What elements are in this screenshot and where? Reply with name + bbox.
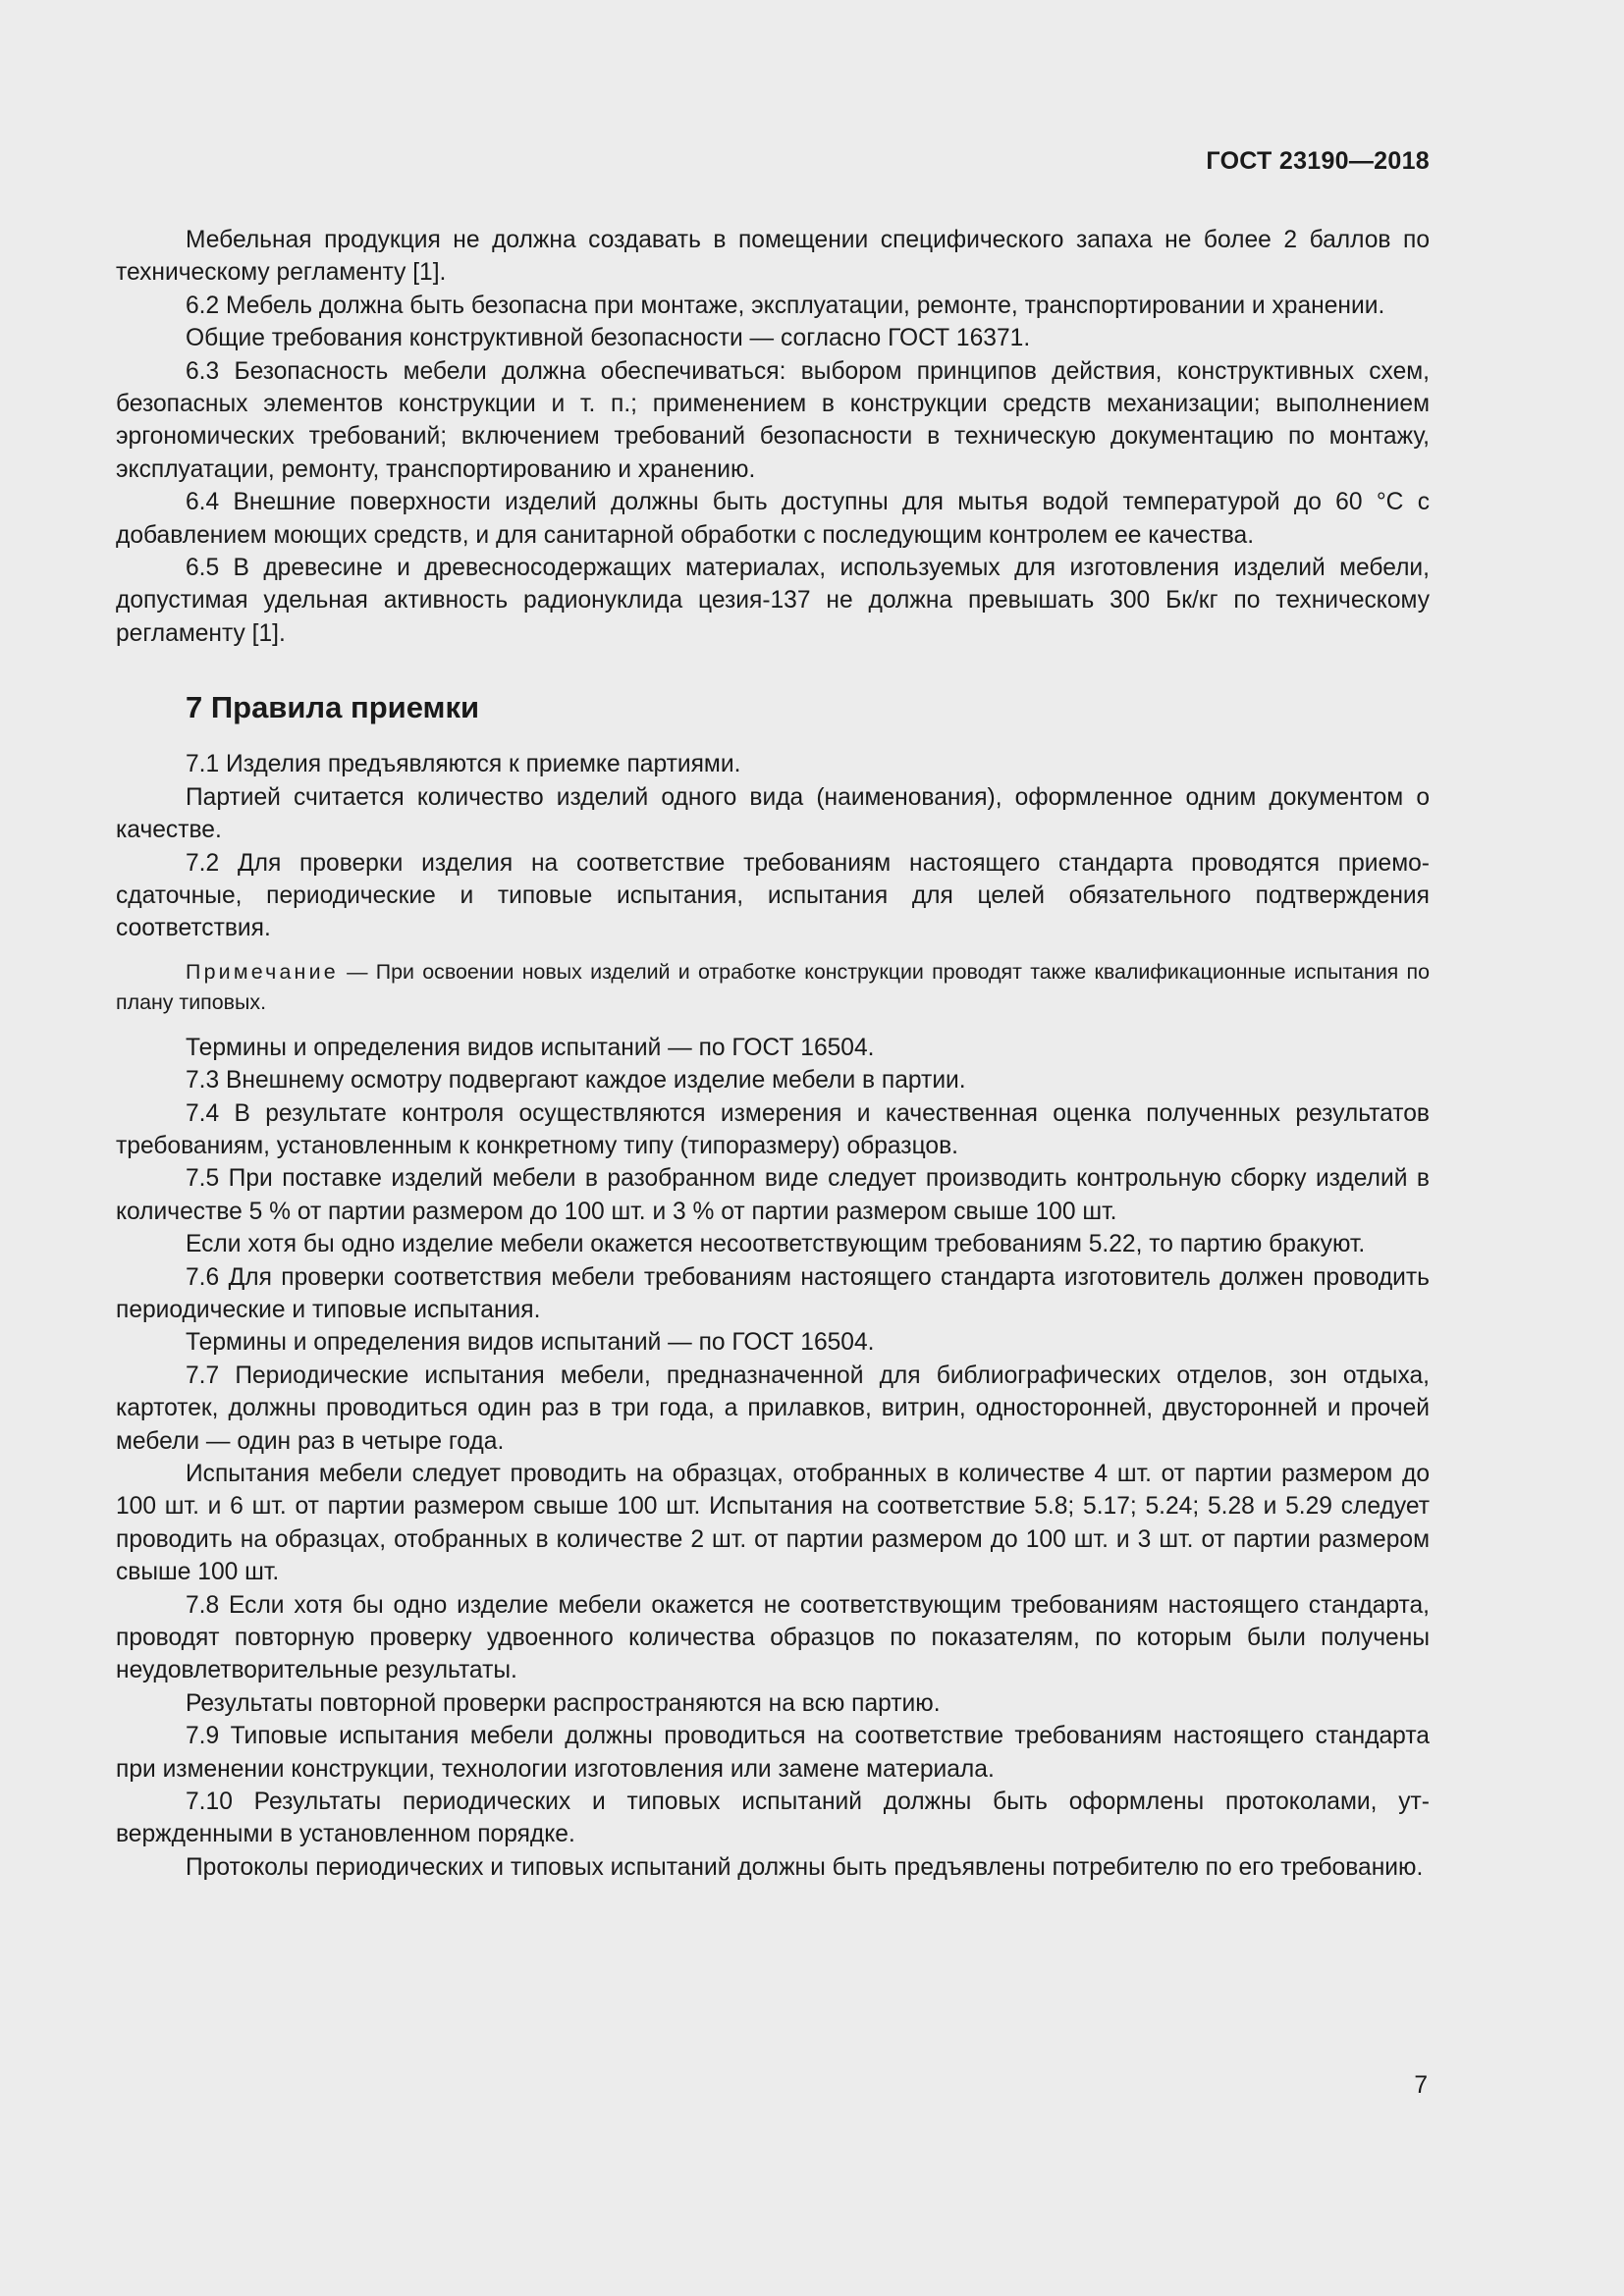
paragraph: Термины и определения видов испытаний — по ГОСТ 16504. [186,1034,875,1061]
section-heading: 7 Правила приемки [186,690,480,725]
paragraph: 7.9 Типовые испытания мебели должны проводиться на соответствие требованиям настоящего стандарта при изменении конструкции, технологии изготовления или замене материала. [116,1723,1430,1783]
paragraph: 7.1 Изделия предъявляются к приемке партиями. [186,751,741,778]
paragraph: 6.5 В древесине и древесносодержащих материалах, используемых для изготовления изделий мебели, допустимая удельная активность радионуклида цезия-137 не должна превышать 300 Бк/кг по техническому регламенту [1]. [116,555,1430,647]
paragraph: 6.2 Мебель должна быть безопасна при монтаже, эксплуатации, ремонте, транспортировании и хранении. [186,292,1385,319]
paragraph: 7.8 Если хотя бы одно изделие мебели окажется не соответствующим требованиям настоящего стандарта, проводят повторную проверку удвоенного количества образцов по показателям, по которым были получены неудовлетворительные результаты. [116,1591,1430,1684]
paragraph: Испытания мебели следует проводить на образцах, отобранных в количестве 4 шт. от партии размером до 100 шт. и 6 шт. от партии размером свыше 100 шт. Испытания на соответствие 5.8; 5.17; 5.24; 5.28 и 5.29 следует проводить на образцах, отобранных в количестве 2 шт. от партии размером до 100 шт. и 3 шт. от партии размером свыше 100 шт. [116,1461,1430,1586]
paragraph: Протоколы периодических и типовых испытаний должны быть предъявлены потребителю по его требованию. [186,1853,1424,1881]
paragraph: Партией считается количество изделий одного вида (наименования), оформленное одним документом о качестве. [116,783,1430,844]
paragraph: Термины и определения видов испытаний — по ГОСТ 16504. [186,1329,875,1357]
paragraph: 7.6 Для проверки соответствия мебели требованиям настоящего стандарта изготовитель должен проводить периодические и типовые испытания. [116,1263,1430,1323]
note-text: — При освоении новых изделий и отработке конструкции проводят также квалификационные испытания по плану типовых. [116,959,1430,1014]
note [116,957,1430,1018]
paragraph: 7.3 Внешнему осмотру подвергают каждое изделие мебели в партии. [186,1067,966,1095]
section-7 [116,688,1430,1884]
section-6-continuation [116,224,1430,650]
page-body [116,224,1430,1884]
paragraph: Мебельная продукция не должна создавать в помещении специфического запаха не более 2 баллов по техническому регламенту [1]. [116,227,1430,287]
paragraph: 7.7 Периодические испытания мебели, предназначенной для библиографических отделов, зон отдыха, картотек, должны проводиться один раз в три года, а прилавков, витрин, односторонней, двусторонней и прочей мебели — один раз в четыре года. [116,1362,1430,1455]
paragraph: 7.5 При поставке изделий мебели в разобранном виде следует производить контрольную сборку изделий в количестве 5 % от партии размером до 100 шт. и 3 % от партии размером свыше 100 шт. [116,1165,1430,1225]
paragraph: Результаты повторной проверки распространяются на всю партию. [186,1689,941,1717]
page-number: 7 [1414,2072,1428,2099]
paragraph: 7.2 Для проверки изделия на соответствие требованиям настоящего стандарта проводятся приемо-сдаточные, периодические и типовые испытания, испытания для целей обязательного подтверждения соответствия. [116,849,1430,942]
paragraph: Общие требования конструктивной безопасности — согласно ГОСТ 16371. [186,325,1031,352]
document-code-header: ГОСТ 23190—2018 [1206,147,1430,175]
paragraph: 7.10 Результаты периодических и типовых испытаний должны быть оформлены протоколами, утвержденными в установленном порядке. [116,1789,1430,1848]
paragraph: 6.3 Безопасность мебели должна обеспечиваться: выбором принципов действия, конструктивных схем, безопасных элементов конструкции и т. п.; применением в конструкции средств механизации; выполнением эргономических требований; включением требований безопасности в техническую документацию по монтажу, эксплуатации, ремонту, транспортированию и хранению. [116,357,1430,483]
paragraph: Если хотя бы одно изделие мебели окажется несоответствующим требованиям 5.22, то партию бракуют. [186,1231,1366,1258]
paragraph: 6.4 Внешние поверхности изделий должны быть доступны для мытья водой температурой до 60 °С с добавлением моющих средств, и для санитарной обработки с последующим контролем ее качества. [116,489,1430,549]
note-label: Примечание [186,959,339,984]
paragraph: 7.4 В результате контроля осуществляются измерения и качественная оценка полученных результатов требованиям, установленным к конкретному типу (типоразмеру) образцов. [116,1099,1430,1159]
